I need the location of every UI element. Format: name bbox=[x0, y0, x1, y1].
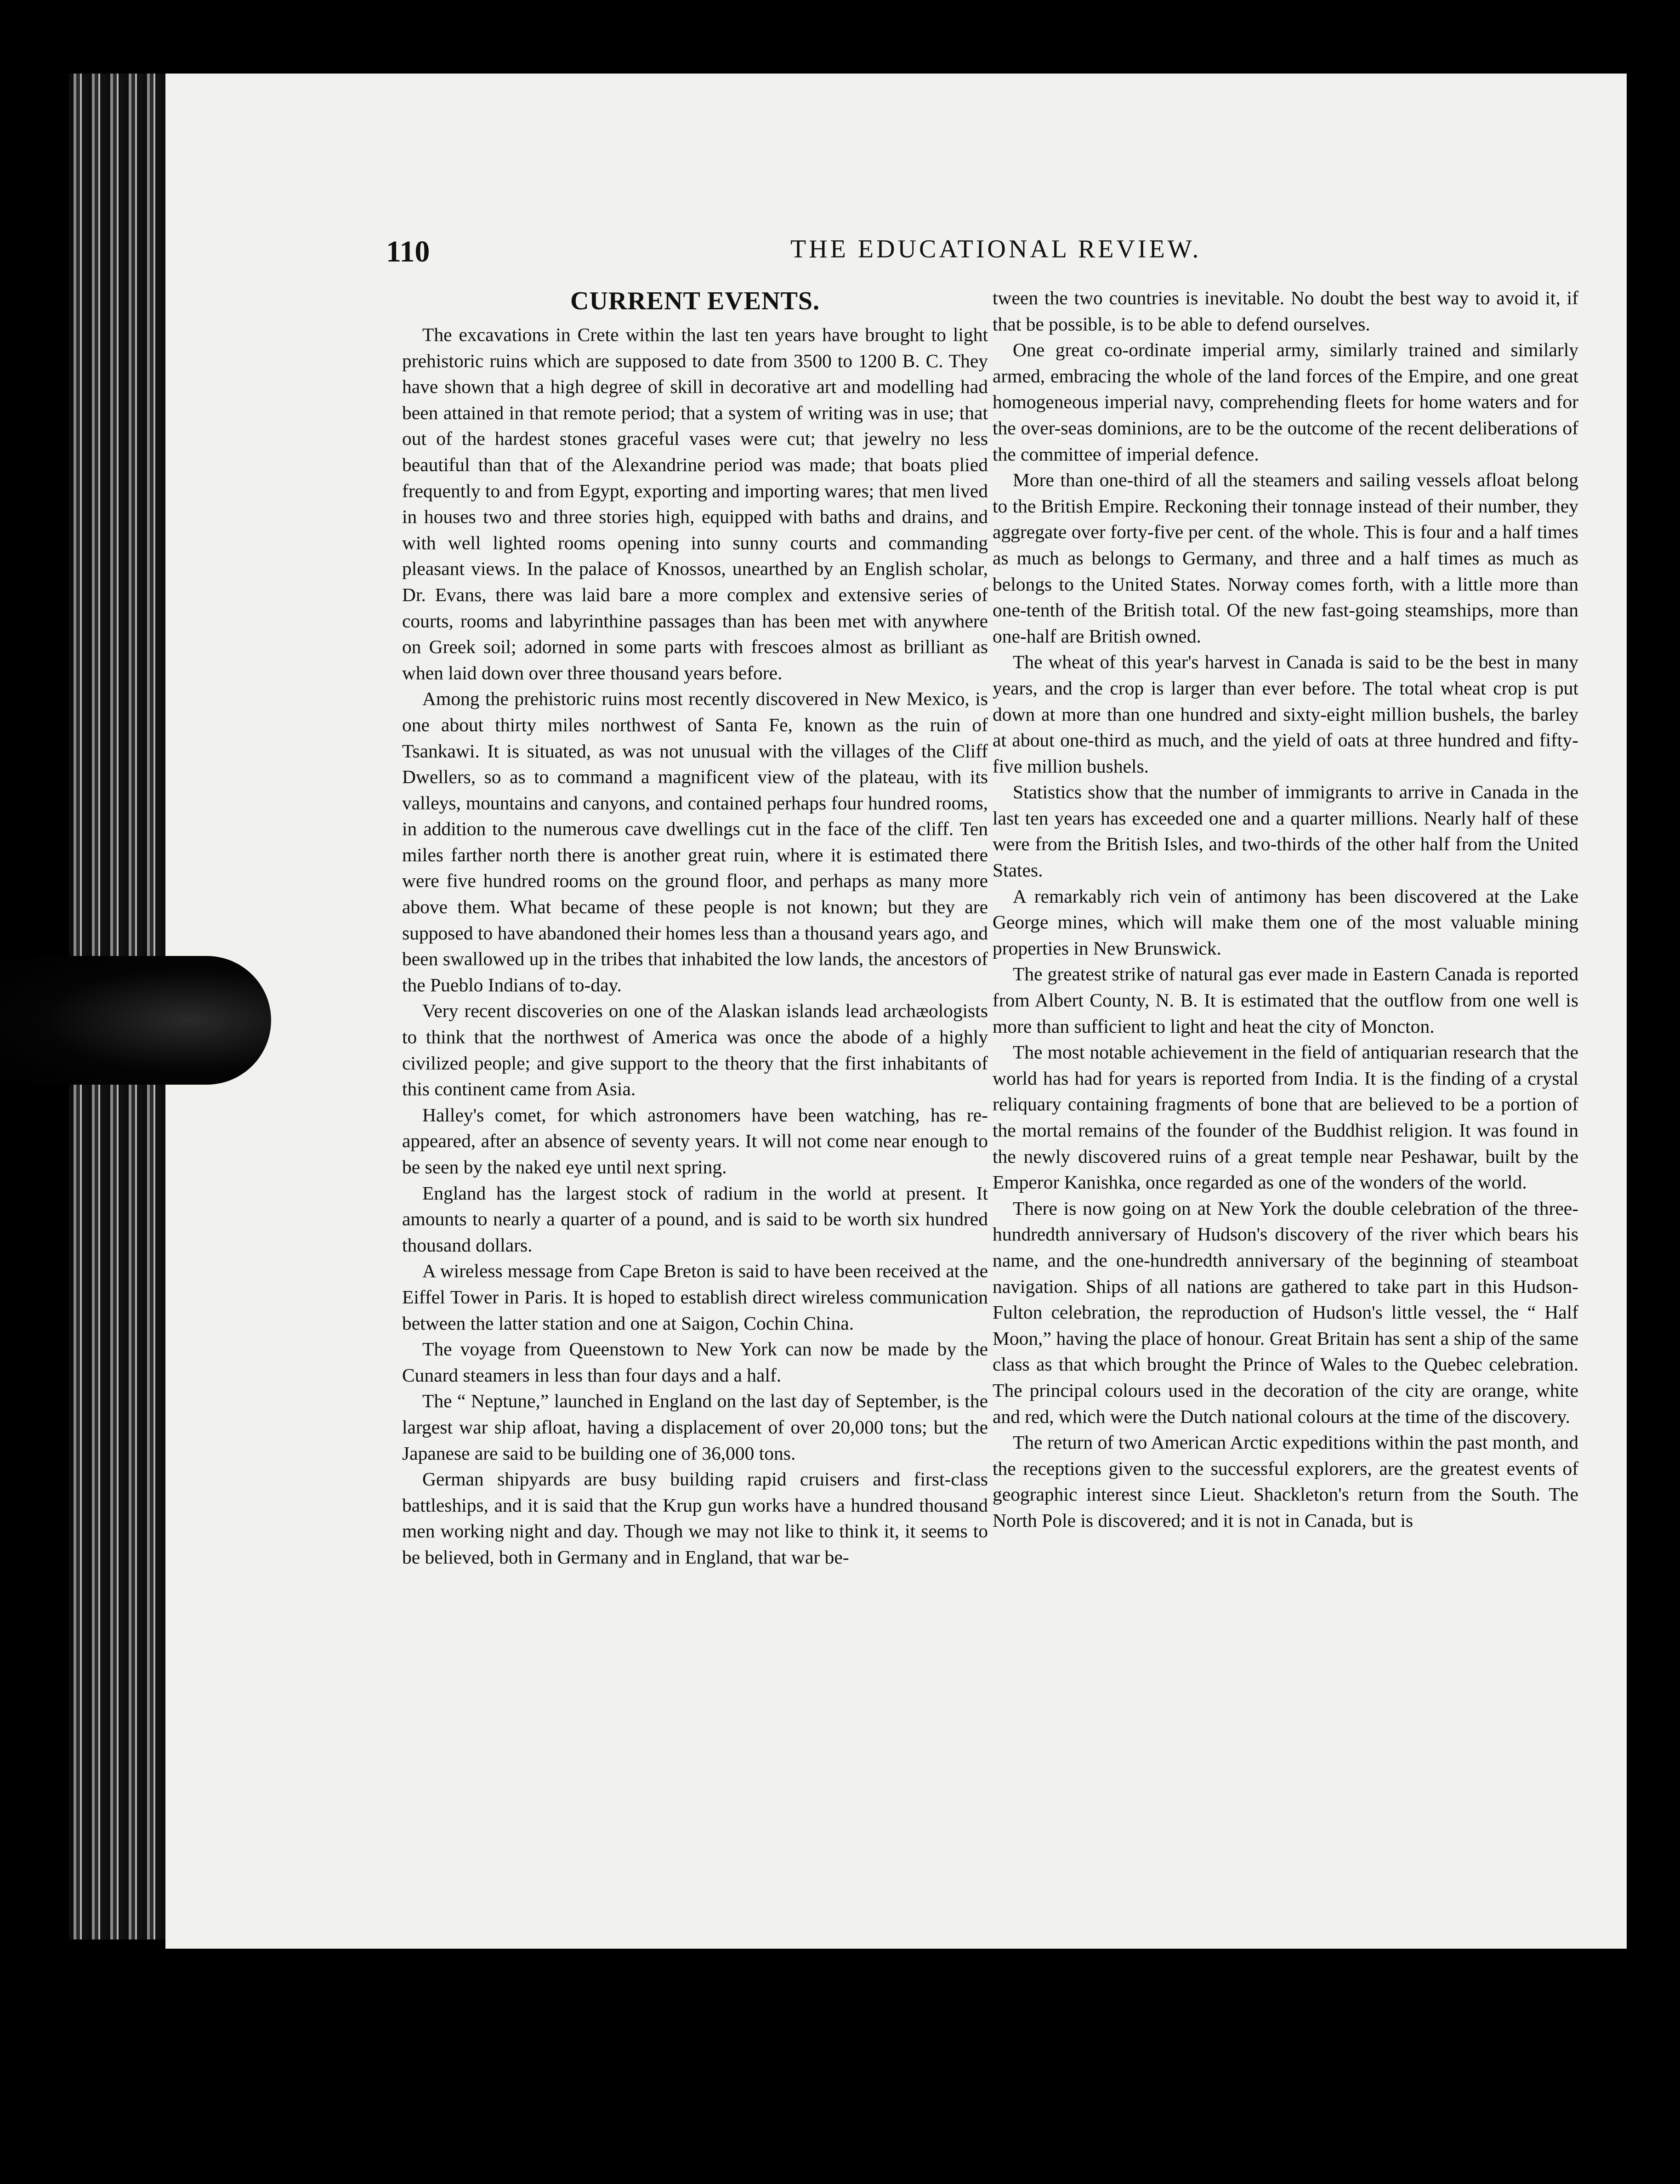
paragraph-german-shipyards: German shipyards are busy building rapid cruisers and first-class battleships, and it is said that the Krup gun works have a hundred thousand men working night and day. Though we may not like to think it, it seems to be believed, both in Germany and in England, that war be- bbox=[402, 1468, 988, 1568]
paragraph-reliquary: The most notable achievement in the field of antiquarian research that the world has had for years is reported from India. It is the finding of a crystal reliquary containing fragments of bone that are believed to be a portion of the mortal remains of the founder of the Buddhist religion. It was found in the newly discovered ruins of a great temple near Peshawar, built by the Emperor Kanishka, once regarded as one of the wonders of the world. bbox=[993, 1041, 1578, 1193]
journal-title: THE EDUCATIONAL REVIEW. bbox=[790, 235, 1202, 263]
paragraph-queenstown: The voyage from Queenstown to New York can now be made by the Cunard steamers in less than four days and a half. bbox=[402, 1338, 988, 1386]
paragraph-new-mexico: Among the prehistoric ruins most recently discovered in New Mexico, is one about thirty miles northwest of Santa Fe, known as the ruin of Tsankawi. It is situated, as was not unusual with the villages of the Cliff Dwellers, so as to command a magnificent view of the plateau, with its valleys, mountains and canyons, and contained perhaps four hundred rooms, in addition to the numerous cave dwellings cut in the face of the cliff. Ten miles farther north there is another great ruin, where it is estimated there were five hundred rooms on the ground floor, and perhaps as many more above them. What became of these people is not known; but they are supposed to have abandoned their homes less than a thousand years ago, and been swallowed up in the tribes that inhabited the low lands, the ancestors of the Pueblo Indians of to-day. bbox=[402, 688, 988, 995]
page-number: 110 bbox=[386, 235, 430, 268]
thumb-shadow bbox=[0, 956, 271, 1085]
paragraph-crete: The excavations in Crete within the last ten years have brought to light prehistoric ruins which are supposed to date from 3500 to 1200 B. C. They have shown that a high degree of skill in decorative art and modelling had been attained in that remote period; that a system of writing was in use; that out of the hardest stones graceful vases were cut; that jewelry no less beautiful than that of the Alexandrine period was made; that boats plied frequently to and from Egypt, exporting and importing wares; that men lived in houses two and three stories high, equipped with baths and drains, and with well lighted rooms opening into sunny courts and commanding pleasant views. In the palace of Knossos, unearthed by an English scholar, Dr. Evans, there was laid bare a more complex and extensive series of courts, rooms and labyrinthine passages than has been met with anywhere on Greek soil; adorned in some parts with frescoes almost as brilliant as when laid down over three thousand years before. bbox=[402, 324, 988, 683]
paragraph-shipping: More than one-third of all the steamers and sailing vessels afloat belong to the British Empire. Reckoning their tonnage instead of their number, they aggregate over forty-five per cent. of the whole. This is four and a half times as much as belongs to Germany, and three and a half times as much as belongs to the United States. Norway comes forth, with a little more than one-tenth of the British total. Of the new fast-going steamships, more than one-half are British owned. bbox=[993, 469, 1578, 647]
paragraph-continuation: tween the two countries is inevitable. No doubt the best way to avoid it, if that be possible, is to be able to defend ourselves. bbox=[993, 287, 1578, 335]
paragraph-radium: England has the largest stock of radium in the world at present. It amounts to nearly a quarter of a pound, and is said to be worth six hundred thousand dollars. bbox=[402, 1182, 988, 1256]
paragraph-neptune: The “ Neptune,” launched in England on the last day of September, is the largest war ship afloat, having a displacement of over 20,000 tons; but the Japanese are said to be building one of 36,000 tons. bbox=[402, 1390, 988, 1464]
paragraph-wireless: A wireless message from Cape Breton is said to have been received at the Eiffel Tower in Paris. It is hoped to establish direct wireless communication between the latter station and one at Saigon, Cochin China. bbox=[402, 1260, 988, 1334]
article-heading: CURRENT EVENTS. bbox=[570, 287, 820, 315]
right-column bbox=[993, 285, 1578, 1534]
paragraph-antimony: A remarkably rich vein of antimony has been discovered at the Lake George mines, which will make them one of the most valuable mining properties in New Brunswick. bbox=[993, 885, 1578, 959]
paragraph-natural-gas: The greatest strike of natural gas ever made in Eastern Canada is reported from Albert County, N. B. It is estimated that the outflow from one well is more than sufficient to light and heat the city of Moncton. bbox=[993, 963, 1578, 1037]
left-column bbox=[402, 285, 988, 1570]
paragraph-hudson-fulton: There is now going on at New York the double celebration of the three-hundredth anniversary of Hudson's discovery of the river which bears his name, and the one-hundredth anniversary of the beginning of steamboat navigation. Ships of all nations are gathered to take part in this Hudson-Fulton celebration, the reproduction of Hudson's little vessel, the “ Half Moon,” having the place of honour. Great Britain has sent a ship of the same class as that which brought the Prince of Wales to the Quebec celebration. The principal colours used in the decoration of the city are orange, white and red, which were the Dutch national colours at the time of the discovery. bbox=[993, 1197, 1578, 1427]
paragraph-halleys-comet: Halley's comet, for which astronomers have been watching, has re-appeared, after an absence of seventy years. It will not come near enough to be seen by the naked eye until next spring. bbox=[402, 1104, 988, 1177]
paragraph-arctic: The return of two American Arctic expeditions within the past month, and the receptions given to the successful explorers, are the greatest events of geographic interest since Lieut. Shackleton's return from the South. The North Pole is discovered; and it is not in Canada, but is bbox=[993, 1432, 1578, 1531]
paragraph-wheat: The wheat of this year's harvest in Canada is said to be the best in many years, and the crop is larger than ever before. The total wheat crop is put down at more than one hundred and sixty-eight million bushels, the barley at about one-third as much, and the yield of oats at three hundred and fifty-five million bushels. bbox=[993, 651, 1578, 777]
paragraph-imperial-army: One great co-ordinate imperial army, similarly trained and similarly armed, embracing the whole of the land forces of the Empire, and one great homogeneous imperial navy, comprehending fleets for home waters and for the over-seas dominions, are to be the outcome of the recent deliberations of the committee of imperial defence. bbox=[993, 339, 1578, 465]
paragraph-alaska: Very recent discoveries on one of the Alaskan islands lead archæologists to think that the northwest of America was once the abode of a highly civilized people; and give support to the theory that the first inhabitants of this continent came from Asia. bbox=[402, 1000, 988, 1100]
paragraph-immigrants: Statistics show that the number of immigrants to arrive in Canada in the last ten years has exceeded one and a quarter millions. Nearly half of these were from the British Isles, and two-thirds of the other half from the United States. bbox=[993, 781, 1578, 881]
